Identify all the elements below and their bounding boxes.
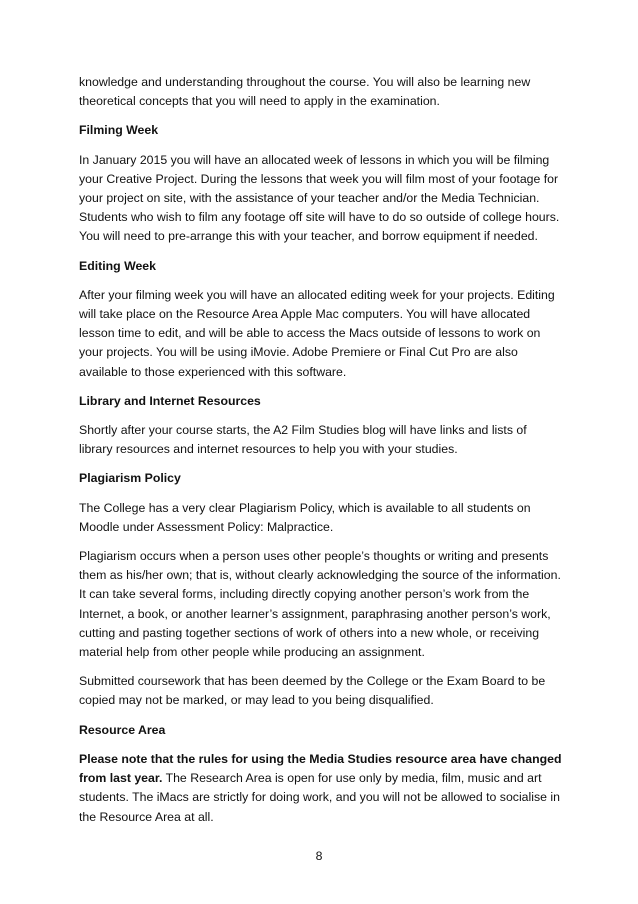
document-page [79,73,563,837]
plagiarism-policy-paragraph-3: Submitted coursework that has been deemed by the College or the Exam Board to be copied may not be marked, or may lead to you being disqualified. [79,674,546,708]
intro-paragraph: knowledge and understanding throughout the course. You will also be learning new theoretical concepts that you will need to apply in the examination. [79,75,531,109]
resource-area-heading: Resource Area [79,722,166,737]
resource-area-body: The Research Area is open for use only by media, film, music and art students. The iMacs are strictly for doing work, and you will not be allowed to socialise in the Resource Area at all. [79,771,560,824]
editing-week-paragraph: After your filming week you will have an allocated editing week for your projects. Editing will take place on the Resource Area Apple Mac computers. You will have allocated lesson time to edit, and will be able to access the Macs outside of lessons to work on your projects. You will be using iMovie. Adobe Premiere or Final Cut Pro are also available to those experienced with this software. [79,287,555,379]
resource-area-paragraph [79,750,563,827]
library-resources-heading: Library and Internet Resources [79,393,261,408]
library-resources-paragraph: Shortly after your course starts, the A2 Film Studies blog will have links and lists of library resources and internet resources to help you with your studies. [79,423,527,457]
plagiarism-policy-paragraph-2: Plagiarism occurs when a person uses other people’s thoughts or writing and presents them as his/her own; that is, without clearly acknowledging the source of the information. It can take several forms, including directly copying another person’s work from the Internet, a book, or another learner’s assignment, paraphrasing another person’s work, cutting and pasting together sections of work of others into a new whole, or receiving material help from other people while producing an assignment. [79,549,561,660]
plagiarism-policy-heading: Plagiarism Policy [79,471,181,486]
editing-week-heading: Editing Week [79,258,156,273]
resource-area-notice: Please note that the rules for using the Media Studies resource area have changed from last year. [79,751,562,786]
filming-week-heading: Filming Week [79,123,159,138]
plagiarism-policy-paragraph-1: The College has a very clear Plagiarism Policy, which is available to all students on Moodle under Assessment Policy: Malpractice. [79,500,531,534]
filming-week-paragraph: In January 2015 you will have an allocated week of lessons in which you will be filming your Creative Project. During the lessons that week you will film most of your footage for your project on site, with the assistance of your teacher and/or the Media Technician. Students who wish to film any footage off site will have to do so outside of college hours. You will need to pre-arrange this with your teacher, and borrow equipment if needed. [79,152,560,244]
page-number: 8 [315,849,323,863]
